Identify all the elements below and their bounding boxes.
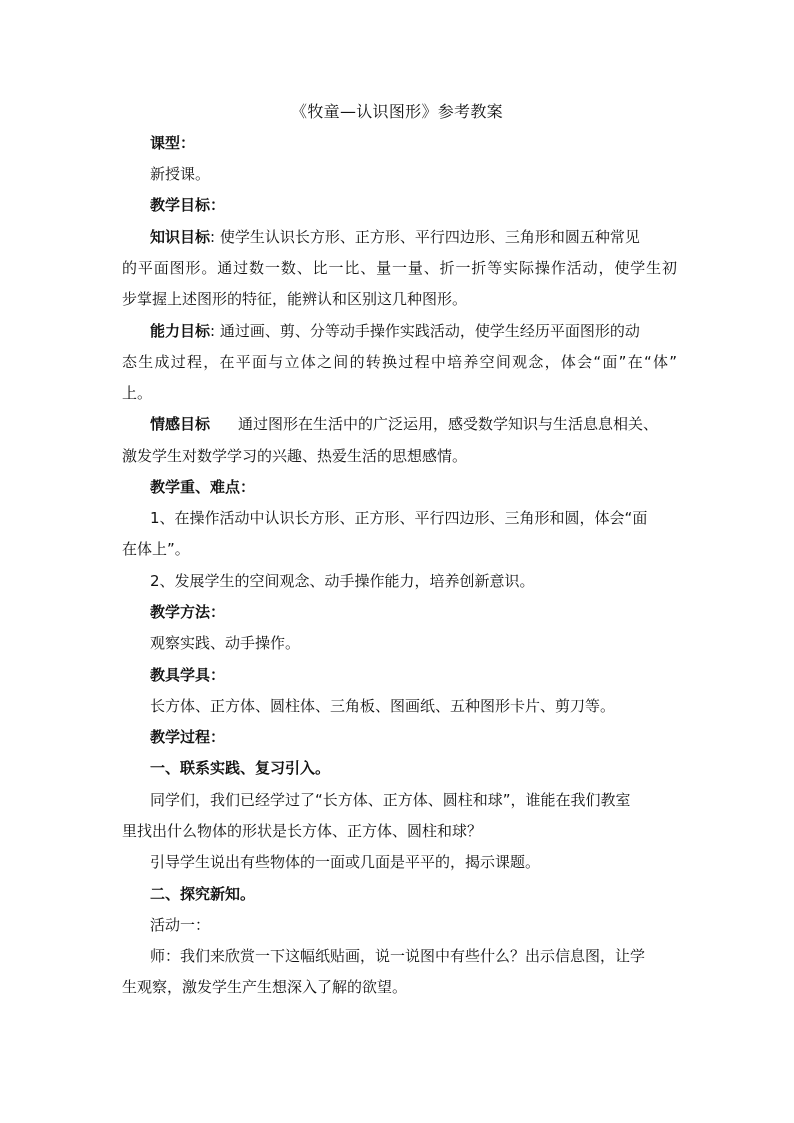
- activity1-line-1: 师：我们来欣赏一下这幅纸贴画，说一说图中有些什么？出示信息图，让学: [150, 947, 646, 965]
- zhongnan-2: 2、发展学生的空间观念、动手操作能力，培养创新意识。: [150, 572, 535, 590]
- zhishi-colon: :: [210, 228, 216, 246]
- zhongnan-1-line-2: 在体上”。: [122, 540, 190, 558]
- nengli-line-2: 态生成过程，在平面与立体之间的转换过程中培养空间观念，体会“面”在“体”: [122, 353, 677, 371]
- qinggan-line-1: [150, 414, 705, 435]
- nengli-colon: :: [210, 322, 216, 340]
- zhishi-line-3: 步掌握上述图形的特征，能辨认和区别这几种图形。: [122, 290, 468, 308]
- ke-xing-text: 新授课。: [150, 165, 211, 183]
- section2-heading: 二、探究新知。: [150, 885, 256, 903]
- section1-p2: 引导学生说出有些物体的一面或几面是平平的，揭示课题。: [150, 853, 541, 871]
- zhishi-label: 知识目标: [150, 228, 211, 246]
- juxue-text: 长方体、正方体、圆柱体、三角板、图画纸、五种图形卡片、剪刀等。: [150, 697, 616, 715]
- qinggan-line-2: 激发学生对数学学习的兴趣、热爱生活的思想感情。: [122, 447, 468, 465]
- juxue-heading: 教具学具：: [150, 666, 226, 684]
- zhongnan-1-line-1: 1、在操作活动中认识长方形、正方形、平行四边形、三角形和圆，体会“面: [150, 509, 648, 527]
- activity1-line-2: 生观察，激发学生产生想深入了解的欲望。: [122, 978, 408, 996]
- fangfa-heading: 教学方法：: [150, 603, 226, 621]
- qinggan-text-1: 通过图形在生活中的广泛运用，感受数学知识与生活息息相关、: [238, 415, 659, 433]
- ke-xing-heading: 课型：: [150, 134, 196, 152]
- nengli-line-3: 上。: [122, 384, 153, 402]
- nengli-text-1: 通过画、剪、分等动手操作实践活动，使学生经历平面图形的动: [219, 322, 640, 340]
- zhongnan-heading: 教学重、难点：: [150, 478, 256, 496]
- nengli-label: 能力目标: [150, 322, 211, 340]
- qinggan-label: 情感目标: [150, 415, 211, 433]
- activity1-label: 活动一：: [150, 916, 211, 934]
- guocheng-heading: 教学过程：: [150, 728, 226, 746]
- section1-heading: 一、联系实践、复习引入。: [150, 759, 331, 777]
- zhishi-text-1: 使学生认识长方形、正方形、平行四边形、三角形和圆五种常见: [219, 228, 640, 246]
- fangfa-text: 观察实践、动手操作。: [150, 634, 301, 652]
- zhishi-line-2: 的平面图形。通过数一数、比一比、量一量、折一折等实际操作活动，使学生初: [122, 259, 677, 277]
- jiaoxue-mubiao-heading: 教学目标：: [150, 196, 226, 214]
- section1-p1-line-1: 同学们，我们已经学过了“长方体、正方体、圆柱和球”，谁能在我们教室: [150, 791, 631, 809]
- document-title: 《牧童—认识图形》参考教案: [291, 102, 503, 121]
- nengli-line-1: [150, 321, 705, 342]
- zhishi-line-1: [150, 227, 705, 248]
- section1-p1-line-2: 里找出什么物体的形状是长方体、正方体、圆柱和球？: [122, 822, 483, 840]
